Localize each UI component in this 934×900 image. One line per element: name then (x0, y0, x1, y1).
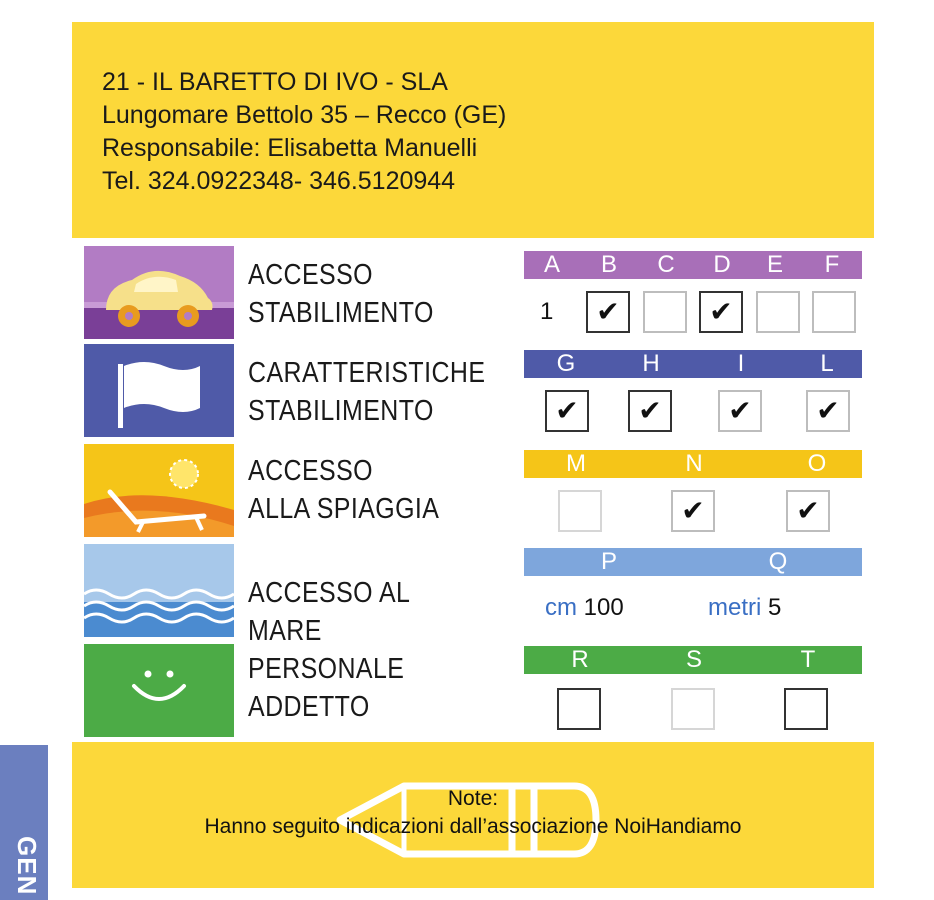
checkbox-n[interactable] (671, 490, 715, 532)
band-letter-p: P (600, 548, 617, 575)
depth-number: 100 (583, 594, 624, 621)
band-g-l (524, 350, 862, 378)
label-caratteristiche-stabilimento (248, 354, 486, 430)
band-letter-o: O (807, 450, 827, 477)
checkbox-h[interactable] (628, 390, 672, 432)
checkbox-e[interactable] (756, 291, 800, 333)
notes-title: Note: (447, 787, 499, 810)
band-letter-h: H (642, 350, 660, 377)
checkmark-icon: ✔ (816, 395, 840, 426)
car-icon (84, 246, 234, 339)
establishment-name: 21 - IL BARETTO DI IVO - SLA (102, 68, 448, 96)
notes-text: Hanno seguito indicazioni dall’associazione NoiHandiamo (204, 815, 742, 838)
smiley-icon (84, 644, 234, 737)
checkbox-o[interactable] (786, 490, 830, 532)
checkmark-icon: ✔ (555, 395, 579, 426)
checkmark-icon: ✔ (596, 296, 620, 327)
label-line: CARATTERISTICHE (248, 357, 486, 389)
flag-icon (84, 344, 234, 437)
label-line: STABILIMENTO (248, 297, 434, 329)
label-line: ACCESSO (248, 455, 373, 487)
band-letter-m: M (566, 450, 586, 477)
label-line: STABILIMENTO (248, 395, 434, 427)
notes-card (72, 742, 874, 888)
establishment-phone: Tel. 324.0922348- 346.5120944 (102, 167, 456, 195)
label-line: PERSONALE (248, 653, 405, 685)
checkbox-l[interactable] (806, 390, 850, 432)
checkbox-c[interactable] (643, 291, 687, 333)
establishment-address: Lungomare Bettolo 35 – Recco (GE) (102, 101, 507, 129)
checkbox-f[interactable] (812, 291, 856, 333)
label-accesso-spiaggia (248, 452, 480, 528)
checkmark-icon: ✔ (709, 296, 733, 327)
band-letter-l: L (820, 350, 834, 377)
label-line: ACCESSO (248, 259, 373, 291)
side-tab-label: GEN (12, 836, 42, 896)
band-letter-c: C (657, 251, 675, 278)
band-r-t (524, 646, 862, 674)
band-a-f (524, 251, 862, 279)
checkbox-g[interactable] (545, 390, 589, 432)
band-m-o (524, 450, 862, 478)
checkbox-m[interactable] (558, 490, 602, 532)
distance-unit: metri (708, 594, 762, 621)
label-line: ACCESSO AL MARE (248, 577, 410, 647)
checkmark-icon: ✔ (728, 395, 752, 426)
depth-unit: cm (545, 594, 577, 621)
checkbox-s[interactable] (671, 688, 715, 730)
label-accesso-stabilimento (248, 256, 480, 332)
header-card (72, 22, 874, 238)
checkbox-i[interactable] (718, 390, 762, 432)
establishment-manager: Responsabile: Elisabetta Manuelli (102, 134, 478, 162)
checkbox-b[interactable] (586, 291, 630, 333)
distance-number: 5 (768, 594, 782, 621)
label-line: ADDETTO (248, 691, 370, 723)
access-count-value: 1 (540, 298, 554, 325)
checkmark-icon: ✔ (638, 395, 662, 426)
band-letter-f: F (824, 251, 840, 278)
band-letter-a: A (543, 251, 560, 278)
band-letter-d: D (713, 251, 731, 278)
depth-value (545, 594, 624, 622)
checkbox-t[interactable] (784, 688, 828, 730)
checkbox-r[interactable] (557, 688, 601, 730)
checkmark-icon: ✔ (681, 495, 705, 526)
checkbox-d[interactable] (699, 291, 743, 333)
band-letter-t: T (800, 646, 816, 673)
band-letter-e: E (766, 251, 783, 278)
label-accesso-mare (248, 574, 480, 650)
band-letter-r: R (571, 646, 589, 673)
band-letter-b: B (600, 251, 617, 278)
sunbed-icon (84, 444, 234, 537)
checkmark-icon: ✔ (796, 495, 820, 526)
band-letter-i: I (737, 350, 745, 377)
band-p-q (524, 548, 862, 576)
distance-value (708, 594, 781, 622)
waves-icon (84, 544, 234, 637)
label-line: ALLA SPIAGGIA (248, 493, 440, 525)
label-personale-addetto (248, 650, 480, 726)
band-letter-g: G (556, 350, 576, 377)
band-letter-s: S (685, 646, 702, 673)
band-letter-q: Q (768, 548, 788, 575)
band-letter-n: N (685, 450, 703, 477)
